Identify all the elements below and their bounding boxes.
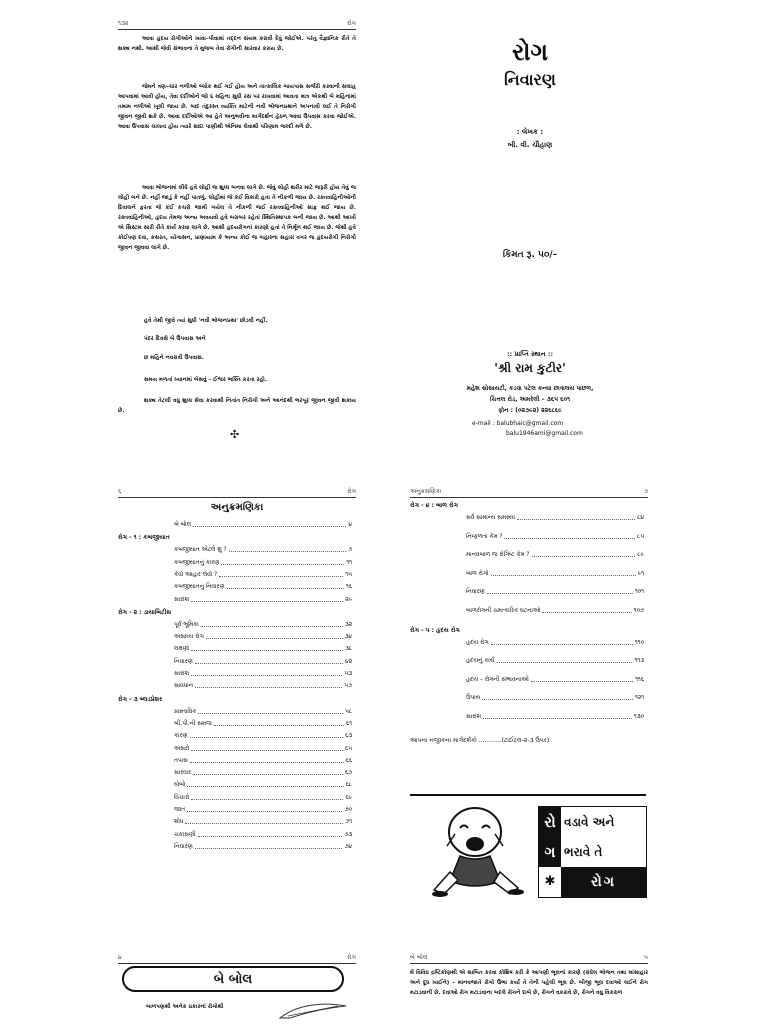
quill-illustration: [278, 1000, 348, 1020]
page-number: ૭: [643, 488, 648, 495]
advice-line-1: હવે તેથી જીવે ત્યાં સુધી 'નવી ભોજનપ્રથા' છોડવી નહીં.: [144, 318, 268, 324]
toc-entry-page: ૫૭: [344, 683, 352, 690]
toc-entry[interactable]: [174, 746, 352, 753]
toc-entry-title: અસાધ્ય રોગ: [174, 634, 204, 641]
toc-entry-page: ૧૧: [346, 559, 352, 566]
dot-leader: [219, 572, 343, 577]
toc-entry[interactable]: [174, 683, 352, 690]
toc-entry-page: ૩૨: [344, 621, 352, 628]
toc-entry[interactable]: [466, 608, 644, 615]
toc-entry[interactable]: [174, 844, 352, 851]
paragraph-1: આવા હૃદય રોગીઓને ખાવા–પીવામાં તદ્દન સંયમ કરાવી દેવું જોઈએ. પરંતુ વૈજ્ઞાનિક રીતે તે શક્ય નથી. આથી જેવી સંભાવના તે મુજબ તેવા રોગીની સારવાર કરાય છે.: [118, 36, 356, 52]
toc-entry-page: ૬૯: [345, 794, 352, 801]
paragraph-2: જેમને ત્રણ–ચાર નળીઓ બ્લોક થઈ ગઈ હોય અને તાત્કાલિક બાયપાસ સર્જરી કરવાની સલાહ આપવામાં આવી હોય, તેવા દર્દીઓને જો ૬ મહિના સુધી રસ પર રાખવામાં આવતા માત્ર એકથી બે મહિનામાં તમામ નળીઓ ખૂલી જાય છે. બાદ તંદુરસ્ત વ્યક્તિ માટેની નવી ભોજનપ્રથાને અપનાવી લઈ તે નિરોગી જીવન જીવી શકે છે. આવા દર્દીઓએ આ હેતે અનુભવીના માર્ગદર્શન હેઠળ આવા ઉપવાસ કરવા જોઈએ. આવા ઉપવાસ ચાલતા હોય ત્યારે સાદા પાણીથી એનિમા લેવાથી પરિણામ જલ્દી મળે છે.: [118, 84, 356, 130]
toc-entry-page: ૬૮: [345, 782, 352, 789]
toc-page-left: [118, 480, 356, 880]
ad-row-3: [539, 867, 646, 897]
toc-entry[interactable]: [174, 622, 352, 629]
toc-entry[interactable]: [174, 832, 352, 839]
cover-subtitle: નિવારણ: [504, 70, 556, 89]
toc-entry-page: ૪૨: [345, 658, 352, 665]
dot-leader: [221, 560, 344, 565]
toc-entry-title: ચકાસણી: [174, 831, 196, 838]
dot-leader: [191, 746, 343, 751]
ad-row-2: [539, 837, 646, 867]
toc-entry[interactable]: [174, 584, 352, 591]
toc-entry-page: ૮૪: [637, 515, 644, 521]
toc-entry[interactable]: [174, 597, 352, 604]
toc-entry-title: માનવબાળ જ રોગિષ્ટ કેમ ?: [466, 552, 530, 559]
toc-entry-page: ૧૫: [345, 571, 352, 578]
toc-entry[interactable]: [466, 534, 644, 541]
toc-title: અનુક્રમણિકા: [210, 502, 264, 513]
dot-leader: [195, 659, 343, 664]
toc-entry-page: ૯૧: [637, 570, 644, 577]
address-line-1: મહેશ સોસાયટી, કડવા પટેલ કન્યા છાત્રાલય પાછળ,: [466, 385, 594, 392]
section-title: બે બોલ: [213, 971, 253, 987]
toc-entry-title: બે બોલ: [174, 522, 191, 528]
toc-entry[interactable]: [466, 552, 644, 559]
toc-entry-page: ૬૬: [345, 757, 352, 764]
toc-entry-title: સારાંશ: [174, 596, 190, 603]
toc-entry-title: કબજીયાતનું નિવારણ: [174, 584, 225, 591]
toc-entry[interactable]: [174, 819, 352, 826]
toc-entry[interactable]: [174, 671, 352, 678]
dot-leader: [191, 597, 343, 602]
toc-entry-title: હૃદયનું કાર્ય: [466, 658, 495, 665]
cover-title: રોગ: [512, 38, 548, 66]
paragraph-3: આવા ભોજનમાં લીધે હવે લોહી જ શુધ્ધ બનવા લાગે છે. જેવું લોહી શરીર માટે જરૂરી હોય તેવું જ લોહી બને છે. નહીં જાડું કે નહીં પાતળું. લોહીમાં જે કંઈ વિકારો હતા તે નીકળી જાય છે. રક્તવાહિનીઓની દિવાલને ફરતા જે કંઈ કચરો જામી ગયેલ તે નીકળી જઈ રક્તવાહિનીઓ સાફ થઈ જાય છે. રક્તવાહિનીઓ, હૃદય તેમજ અન્ય અવયવો હવે બરાબર રહેતાં સ્થિતિસ્થાપક બની જાય છે. આથી આખી એ સિસ્ટમ સારી રીતે કાર્ય કરવા લાગે છે. આથી હૃદયરોગનાં કારણો હતાં તે નિર્મૂળ થઈ જાય છે. જેથી હવે કોઈપણ દવા, કસરત, યોગાસન, પ્રાણાયામ કે અન્ય કોઈ જ બહારના સહારા વગર જ હૃદયરોગી નિરોગી જીવન જીવવા લાગે છે.: [118, 185, 356, 251]
toc-entry[interactable]: [174, 709, 352, 716]
running-head: અનુક્રમણિકા: [410, 488, 442, 495]
toc-entry[interactable]: [174, 758, 352, 765]
dot-leader: [504, 534, 635, 539]
page-4: [118, 948, 356, 1024]
dot-leader: [191, 646, 343, 651]
closing-line: શક્ય તેટલી વધુ શુધ્ધ સેવા કરવાથી નિતાંત નિરોગી અને આનંદથી ભરપૂર જીવન જીવી શકાય છે.: [118, 398, 356, 414]
toc-entry-page: ૧૦૧: [634, 589, 644, 596]
toc-entry-page: ૭૪: [344, 843, 352, 850]
toc-entry-title: કબજીયાત એટલે શું ?: [174, 547, 227, 554]
header-rule: [118, 29, 356, 30]
dot-leader: [482, 695, 633, 700]
ad-rule: [410, 794, 646, 796]
page-number: ૫: [644, 954, 648, 961]
toc-entry[interactable]: [174, 572, 352, 579]
toc-entry-title: લક્ષણો: [174, 646, 190, 653]
toc-entry-title: પૂર્વ ભૂમિકા: [174, 621, 199, 628]
dot-leader: [190, 758, 344, 763]
section-title-box: [122, 966, 344, 992]
page-number: ૪: [118, 954, 122, 961]
dot-leader: [191, 795, 343, 800]
header-rule: [118, 497, 356, 498]
dot-leader: [491, 640, 633, 645]
toc-entry-title: ઉપાય: [466, 695, 481, 702]
toc-entry[interactable]: [174, 807, 352, 814]
ad-text-1: વડાવે અને: [564, 814, 615, 829]
toc-entry[interactable]: [174, 659, 352, 666]
toc-entry-page: ૧૬: [345, 584, 352, 591]
toc-entry-title: ઘોબો: [174, 782, 186, 789]
toc-page-right: [410, 480, 648, 770]
dot-leader: [185, 819, 343, 824]
toc-entry[interactable]: [174, 721, 352, 728]
dot-leader: [531, 677, 633, 682]
dot-leader: [214, 721, 344, 726]
header-rule: [410, 497, 648, 498]
dot-leader: [195, 683, 342, 688]
toc-entry-title: સાવધાન: [174, 683, 193, 690]
toc-section-heading: રોગ - ૪ : બાળ રોગ: [410, 502, 458, 509]
ad-letter-ga: ગ: [539, 837, 561, 867]
toc-entry-title: તપાસ: [174, 757, 188, 764]
author-label: : લેખક :: [516, 128, 544, 136]
page-number: ૬: [118, 488, 122, 495]
toc-entry[interactable]: [174, 795, 352, 802]
toc-entry-page: ૧૧૬: [635, 676, 644, 683]
dot-leader: [187, 807, 342, 812]
toc-entry-page: ૭: [347, 547, 352, 554]
toc-entry-title: હૃદય રોગ: [466, 639, 489, 646]
toc-entry-page: ૬૭: [344, 770, 352, 777]
dot-leader: [206, 634, 343, 639]
email-2[interactable]: balu1946ami@gmail.com: [506, 430, 583, 437]
running-head: રોગ: [347, 20, 356, 27]
toc-entry-page: ૬૧: [345, 720, 352, 727]
price: કિંમત રૂ. ૫૦/–: [502, 250, 558, 260]
toc-entry[interactable]: [174, 560, 352, 567]
dot-leader: [190, 733, 343, 738]
toc-entry-title: વિચારો: [174, 794, 190, 801]
page-5: [410, 948, 648, 1024]
toc-entry-title: નિષ્ફળતા કેમ ?: [466, 533, 503, 540]
toc-entry[interactable]: [466, 714, 644, 721]
cover-page: [410, 0, 650, 470]
dot-leader: [229, 547, 346, 552]
toc-entry[interactable]: [466, 658, 644, 665]
phone: ફોન : (૦૨૭૯૨) ૨૨૬૮૬૯: [498, 407, 562, 414]
toc-entry[interactable]: [466, 640, 644, 647]
advice-line-3: છ મહિને નવરાત્રી ઉપવાસ.: [144, 355, 204, 361]
toc-entry-page: ૮૫: [637, 533, 644, 540]
ornament-icon: ✣: [230, 428, 240, 441]
toc-entry[interactable]: [466, 571, 644, 578]
toc-entry-title: સર્વ સામાન્ય સમસ્યા: [466, 515, 516, 521]
shop-name: 'શ્રી રામ કુટીર': [494, 361, 566, 375]
toc-entry-page: ૬૫: [344, 745, 352, 752]
dot-leader: [191, 671, 342, 676]
toc-entry-page: ૪: [348, 522, 352, 528]
advice-line-4: સમય મળતાં ધ્યાનમાં બેસવું – ઈશ્વર ભક્તિ કરતા રહો.: [144, 377, 267, 383]
dot-leader: [187, 782, 343, 787]
running-head: રોગ: [347, 488, 356, 495]
toc-entry-title: સારાંશ: [466, 714, 482, 720]
running-head: બે બોલ: [410, 954, 428, 961]
toc-entry[interactable]: [466, 589, 644, 596]
toc-entry[interactable]: [174, 634, 352, 641]
dot-leader: [198, 832, 343, 837]
ad-text-2: ભરાવે તે: [564, 844, 603, 859]
toc-entry-title: નિવારણ: [174, 843, 193, 850]
toc-section-heading: રોગ - ૩ બ્લડપ્રેશર: [118, 695, 163, 703]
toc-section-heading: રોગ - ૨ : ડાયાબિટીસ: [118, 608, 172, 616]
dot-leader: [483, 714, 632, 719]
author-name: બી. વી. ચૌહાણ: [507, 141, 553, 149]
toc-entry-page: ૫૮: [345, 708, 352, 715]
dot-leader: [532, 552, 636, 557]
toc-entry-page: ૨૯: [345, 596, 352, 603]
toc-entry[interactable]: [466, 515, 644, 522]
email-1[interactable]: e-mail : balubhaic@gmail.com: [472, 420, 564, 427]
toc-entry-title: નિવારણ: [466, 589, 485, 596]
header-rule: [410, 963, 648, 964]
footer-line: આપના નજીકના માર્ગદર્શકો ............(ટાઈટલ-૨-૩ ઉપર): [410, 737, 550, 744]
toc-entry-page: ૭૩: [344, 831, 352, 838]
toc-entry-page: ૧૨૧: [634, 695, 644, 702]
dot-leader: [198, 709, 343, 714]
toc-entry[interactable]: [174, 782, 352, 789]
toc-entry-page: ૧૧૦: [634, 639, 644, 646]
dot-leader: [542, 608, 631, 613]
toc-entry-title: નિવારણ: [174, 658, 193, 665]
toc-entry-title: જાત: [174, 807, 186, 813]
toc-entry[interactable]: [174, 522, 352, 529]
dot-leader: [193, 522, 346, 527]
toc-entry-page: ૧૦૭: [633, 608, 644, 614]
toc-entry-page: ૩૪: [344, 634, 352, 641]
toc-entry-page: ૧૩૦: [633, 714, 644, 720]
toc-entry-title: હૃદય – રોગની સંભાવનાઓ: [466, 676, 529, 683]
toc-section-heading: રોગ - ૫ : હૃદય રોગ: [410, 626, 460, 634]
toc-entry-title: બી.પી.ની સમજ: [174, 720, 212, 727]
crying-baby-illustration: [420, 800, 530, 900]
toc-entry[interactable]: [466, 695, 644, 702]
advice-line-2: પંદર દિવસે બે ઉપવાસ અને: [144, 336, 206, 342]
dot-leader: [497, 658, 633, 663]
ad-row-1: [539, 807, 646, 837]
toc-entry-title: અસરો: [174, 745, 190, 752]
page-number: ૧૩૨: [118, 20, 129, 27]
toc-entry-title: પ્રાસ્તાવિક: [174, 708, 197, 715]
dot-leader: [227, 584, 344, 589]
dot-leader: [193, 770, 343, 775]
toc-entry[interactable]: [466, 677, 644, 684]
dot-leader: [201, 622, 343, 627]
toc-entry-page: ૩૮: [344, 646, 352, 653]
toc-entry-page: ૮૯: [637, 552, 644, 559]
running-head: રોગ: [347, 954, 356, 961]
dot-leader: [491, 571, 636, 576]
toc-entry[interactable]: [174, 547, 352, 554]
body-text: મેં વિવિધ દ્રષ્ટિકોણથી એ સાબિત કરવા કોશિષ કરી કે આપણી ભૂલનાં કારણે (રાંધેલ ભોજન તથા માંસાહાર અને દૂધ ખાઈને) – માનવજાતે રોગો ઉભા કર્યા તે તેની પહેલી ભૂલ છે. બીજી ભૂલ દવાઓ લઈને રોગ મટાડવાની છે. દવાઓ રોગ મટાડવાના બદલે રોગને દાબે છે, રોગને વકરાવે છે, રોગને વધુ વિકરાળ: [410, 970, 648, 996]
ad-slogan-box: [538, 806, 647, 898]
intro-line: બાળપણથી અનેક પ્રકારનાં રોગોથી: [146, 1004, 224, 1010]
header-rule: [118, 963, 356, 964]
ad-text-3: રોગ: [561, 867, 646, 897]
toc-entry-page: ૫૩: [344, 671, 352, 677]
dot-leader: [195, 844, 343, 849]
address-line-2: ચિત્તલ રોડ, અમરેલી – ૩૬૫ ૬૦૧: [489, 396, 571, 403]
availability-label: :: પ્રાપ્તિ સ્થાન ::: [506, 350, 554, 358]
toc-entry-title: કેવો આહાર લેવો ?: [174, 571, 218, 578]
toc-entry-title: કબજીયાતનું કારણ: [174, 559, 220, 566]
toc-entry-title: બાળરોગની ચમત્કારિક ઘટનાઓ: [466, 608, 541, 614]
toc-entry-page: ૬૩: [344, 733, 352, 740]
toc-entry-page: ૧૧૩: [634, 658, 644, 665]
star-icon: ✱: [539, 867, 561, 897]
dot-leader: [487, 589, 633, 594]
toc-entry-title: સારાંશ: [174, 671, 190, 677]
dot-leader: [517, 515, 635, 520]
toc-entry-title: કારણ: [174, 733, 188, 740]
toc-entry[interactable]: [174, 733, 352, 740]
toc-entry[interactable]: [174, 646, 352, 653]
toc-entry-page: ૭૦: [344, 807, 352, 813]
toc-entry-title: શોધ: [174, 819, 184, 826]
toc-entry[interactable]: [174, 770, 352, 777]
page-132: [118, 0, 356, 470]
toc-entry-page: ૭૧: [345, 819, 352, 826]
toc-entry-title: બાળ રોગો: [466, 570, 489, 577]
toc-entry-title: સારવાર: [174, 770, 192, 777]
ad-letter-ro: રો: [539, 807, 561, 837]
toc-section-heading: રોગ - ૧ : કબજીયાત: [118, 534, 170, 542]
